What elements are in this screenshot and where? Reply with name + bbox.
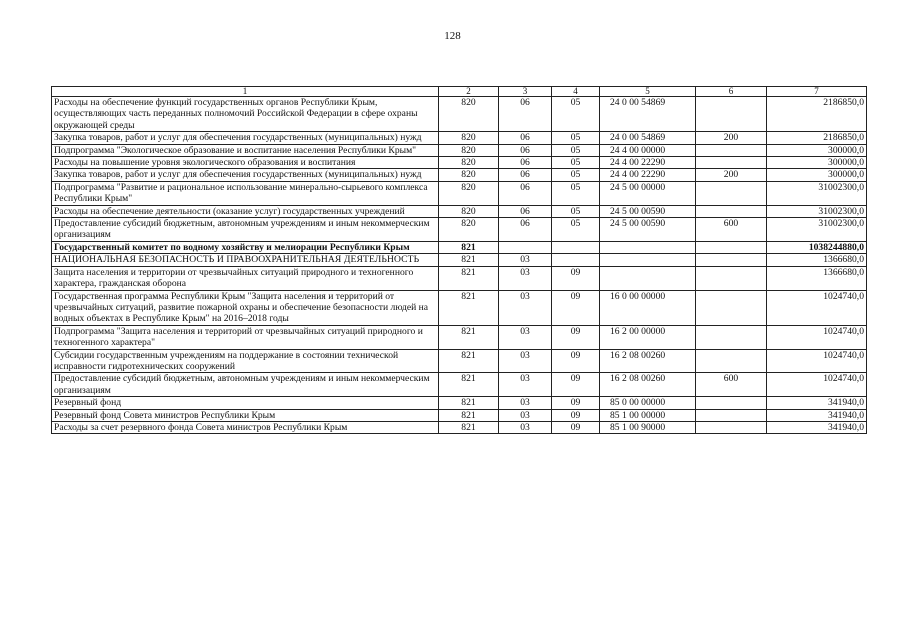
row-name-cell: Защита населения и территории от чрезвычайных ситуаций природного и техногенного характера, гражданская оборона <box>52 266 439 290</box>
table-body <box>52 97 867 434</box>
row-rz-cell: 03 <box>499 349 552 373</box>
row-vr-cell <box>696 397 767 409</box>
table-row <box>52 373 867 397</box>
row-sum-cell: 1024740,0 <box>767 325 867 349</box>
table-row <box>52 218 867 242</box>
table-header-row <box>52 87 867 97</box>
table-row <box>52 325 867 349</box>
row-rz-cell: 06 <box>499 218 552 242</box>
table-row <box>52 409 867 421</box>
row-csr-cell: 24 5 00 00000 <box>600 181 696 205</box>
table-row <box>52 169 867 181</box>
row-pr-cell: 05 <box>552 157 600 169</box>
row-sum-cell: 341940,0 <box>767 397 867 409</box>
row-pr-cell <box>552 254 600 266</box>
row-pr-cell: 05 <box>552 169 600 181</box>
row-pr-cell: 09 <box>552 397 600 409</box>
row-sum-cell: 1366680,0 <box>767 266 867 290</box>
row-name-cell: Закупка товаров, работ и услуг для обеспечения государственных (муниципальных) нужд <box>52 169 439 181</box>
row-gr-cell: 820 <box>439 218 499 242</box>
row-gr-cell: 820 <box>439 205 499 217</box>
table-row <box>52 421 867 433</box>
row-csr-cell: 85 0 00 00000 <box>600 397 696 409</box>
row-rz-cell: 06 <box>499 144 552 156</box>
row-vr-cell <box>696 325 767 349</box>
row-sum-cell: 31002300,0 <box>767 218 867 242</box>
column-header: 5 <box>600 87 696 97</box>
table-row <box>52 97 867 132</box>
row-name-cell: Государственный комитет по водному хозяйству и мелиорации Республики Крым <box>52 241 439 253</box>
table-row <box>52 157 867 169</box>
row-gr-cell: 820 <box>439 157 499 169</box>
row-sum-cell: 341940,0 <box>767 421 867 433</box>
row-rz-cell: 06 <box>499 97 552 132</box>
row-vr-cell <box>696 144 767 156</box>
row-rz-cell: 06 <box>499 157 552 169</box>
row-csr-cell: 24 5 00 00590 <box>600 218 696 242</box>
row-vr-cell: 600 <box>696 373 767 397</box>
row-rz-cell <box>499 241 552 253</box>
row-gr-cell: 821 <box>439 254 499 266</box>
row-sum-cell: 1366680,0 <box>767 254 867 266</box>
row-csr-cell <box>600 241 696 253</box>
table-row <box>52 205 867 217</box>
page-number: 128 <box>444 30 461 42</box>
row-name-cell: Резервный фонд Совета министров Республики Крым <box>52 409 439 421</box>
row-pr-cell: 09 <box>552 325 600 349</box>
row-name-cell: Расходы на обеспечение деятельности (оказание услуг) государственных учреждений <box>52 205 439 217</box>
column-header: 1 <box>52 87 439 97</box>
row-csr-cell: 85 1 00 90000 <box>600 421 696 433</box>
row-vr-cell <box>696 205 767 217</box>
table-row <box>52 290 867 325</box>
budget-table <box>51 86 867 434</box>
row-gr-cell: 821 <box>439 241 499 253</box>
row-pr-cell: 09 <box>552 266 600 290</box>
column-header: 4 <box>552 87 600 97</box>
row-vr-cell <box>696 290 767 325</box>
row-csr-cell: 85 1 00 00000 <box>600 409 696 421</box>
row-name-cell: Государственная программа Республики Крым "Защита населения и территорий от чрезвычайных ситуаций, развитие пожарной охраны и обеспечение безопасности людей на водных объектах в Республике Крым" на 2016–2018 годы <box>52 290 439 325</box>
column-header: 2 <box>439 87 499 97</box>
row-vr-cell <box>696 97 767 132</box>
table-row <box>52 181 867 205</box>
row-rz-cell: 03 <box>499 290 552 325</box>
row-vr-cell <box>696 254 767 266</box>
row-pr-cell: 05 <box>552 218 600 242</box>
row-pr-cell: 09 <box>552 373 600 397</box>
row-vr-cell <box>696 409 767 421</box>
row-csr-cell: 24 0 00 54869 <box>600 132 696 144</box>
row-pr-cell: 09 <box>552 409 600 421</box>
row-sum-cell: 300000,0 <box>767 169 867 181</box>
row-rz-cell: 03 <box>499 254 552 266</box>
row-gr-cell: 820 <box>439 144 499 156</box>
row-csr-cell: 16 2 08 00260 <box>600 349 696 373</box>
row-name-cell: Закупка товаров, работ и услуг для обеспечения государственных (муниципальных) нужд <box>52 132 439 144</box>
row-rz-cell: 06 <box>499 169 552 181</box>
row-rz-cell: 03 <box>499 397 552 409</box>
column-header: 7 <box>767 87 867 97</box>
row-rz-cell: 03 <box>499 325 552 349</box>
row-sum-cell: 31002300,0 <box>767 181 867 205</box>
row-name-cell: Расходы за счет резервного фонда Совета министров Республики Крым <box>52 421 439 433</box>
row-rz-cell: 06 <box>499 132 552 144</box>
table-row <box>52 266 867 290</box>
row-gr-cell: 821 <box>439 325 499 349</box>
row-gr-cell: 821 <box>439 373 499 397</box>
row-name-cell: Резервный фонд <box>52 397 439 409</box>
row-csr-cell <box>600 254 696 266</box>
row-gr-cell: 821 <box>439 290 499 325</box>
row-csr-cell: 16 2 00 00000 <box>600 325 696 349</box>
row-sum-cell: 2186850,0 <box>767 97 867 132</box>
row-pr-cell: 05 <box>552 132 600 144</box>
row-gr-cell: 821 <box>439 421 499 433</box>
row-rz-cell: 03 <box>499 266 552 290</box>
row-csr-cell: 16 0 00 00000 <box>600 290 696 325</box>
row-csr-cell: 24 4 00 00000 <box>600 144 696 156</box>
table-row <box>52 397 867 409</box>
row-csr-cell <box>600 266 696 290</box>
row-name-cell: Предоставление субсидий бюджетным, автономным учреждениям и иным некоммерческим организациям <box>52 218 439 242</box>
row-sum-cell: 2186850,0 <box>767 132 867 144</box>
column-header: 3 <box>499 87 552 97</box>
row-gr-cell: 821 <box>439 409 499 421</box>
row-gr-cell: 821 <box>439 266 499 290</box>
row-name-cell: Расходы на повышение уровня экологического образования и воспитания <box>52 157 439 169</box>
table-row <box>52 349 867 373</box>
table-row <box>52 241 867 253</box>
row-rz-cell: 03 <box>499 373 552 397</box>
row-vr-cell: 200 <box>696 132 767 144</box>
row-sum-cell: 1024740,0 <box>767 349 867 373</box>
row-name-cell: Субсидии государственным учреждениям на поддержание в состоянии технической исправности гидротехнических сооружений <box>52 349 439 373</box>
row-pr-cell: 09 <box>552 349 600 373</box>
row-sum-cell: 31002300,0 <box>767 205 867 217</box>
row-name-cell: Подпрограмма "Защита населения и территорий от чрезвычайных ситуаций природного и техногенного характера" <box>52 325 439 349</box>
row-pr-cell: 05 <box>552 181 600 205</box>
row-vr-cell <box>696 181 767 205</box>
row-csr-cell: 24 4 00 22290 <box>600 157 696 169</box>
row-vr-cell <box>696 421 767 433</box>
row-name-cell: Подпрограмма "Развитие и рациональное использование минерально-сырьевого комплекса Республики Крым" <box>52 181 439 205</box>
row-sum-cell: 341940,0 <box>767 409 867 421</box>
column-header: 6 <box>696 87 767 97</box>
row-rz-cell: 06 <box>499 181 552 205</box>
row-pr-cell <box>552 241 600 253</box>
row-gr-cell: 821 <box>439 397 499 409</box>
row-csr-cell: 24 4 00 22290 <box>600 169 696 181</box>
row-gr-cell: 820 <box>439 181 499 205</box>
row-name-cell: Подпрограмма "Экологическое образование и воспитание населения Республики Крым" <box>52 144 439 156</box>
row-rz-cell: 03 <box>499 421 552 433</box>
row-gr-cell: 820 <box>439 132 499 144</box>
row-vr-cell: 200 <box>696 169 767 181</box>
row-gr-cell: 820 <box>439 97 499 132</box>
table-row <box>52 144 867 156</box>
row-csr-cell: 16 2 08 00260 <box>600 373 696 397</box>
row-pr-cell: 05 <box>552 144 600 156</box>
row-pr-cell: 05 <box>552 205 600 217</box>
row-sum-cell: 300000,0 <box>767 144 867 156</box>
row-pr-cell: 09 <box>552 421 600 433</box>
row-csr-cell: 24 5 00 00590 <box>600 205 696 217</box>
row-vr-cell <box>696 241 767 253</box>
row-vr-cell <box>696 349 767 373</box>
row-name-cell: Предоставление субсидий бюджетным, автономным учреждениям и иным некоммерческим организациям <box>52 373 439 397</box>
row-vr-cell <box>696 157 767 169</box>
row-sum-cell: 1024740,0 <box>767 290 867 325</box>
table-row <box>52 132 867 144</box>
row-rz-cell: 06 <box>499 205 552 217</box>
row-csr-cell: 24 0 00 54869 <box>600 97 696 132</box>
row-pr-cell: 09 <box>552 290 600 325</box>
row-vr-cell: 600 <box>696 218 767 242</box>
row-sum-cell: 300000,0 <box>767 157 867 169</box>
row-gr-cell: 820 <box>439 169 499 181</box>
row-sum-cell: 1024740,0 <box>767 373 867 397</box>
row-pr-cell: 05 <box>552 97 600 132</box>
row-name-cell: НАЦИОНАЛЬНАЯ БЕЗОПАСНОСТЬ И ПРАВООХРАНИТЕЛЬНАЯ ДЕЯТЕЛЬНОСТЬ <box>52 254 439 266</box>
row-vr-cell <box>696 266 767 290</box>
row-sum-cell: 1038244880,0 <box>767 241 867 253</box>
row-gr-cell: 821 <box>439 349 499 373</box>
row-name-cell: Расходы на обеспечение функций государственных органов Республики Крым, осуществляющих часть переданных полномочий Российской Федерации в сфере охраны окружающей среды <box>52 97 439 132</box>
row-rz-cell: 03 <box>499 409 552 421</box>
table-row <box>52 254 867 266</box>
